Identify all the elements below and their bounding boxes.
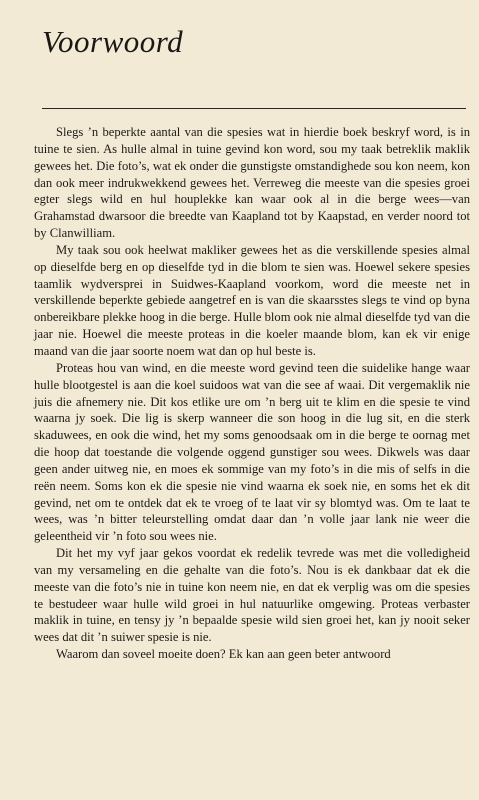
paragraph: Slegs ’n beperkte aantal van die spesies wat in hierdie boek beskryf word, is in tuine te sien. As hulle almal in tuine gevind kon word, sou my taak betreklik maklik gewees het. Die foto’s, wat ek onder die gunstigste omstandighede sou kon neem, kon dan ook meer indrukwekkend gewees het. Verreweg die meeste van die spesies groei egter slegs wild en hul houplekke kan waar ook al in die berge wees—van Grahamstad dwarsoor die breedte van Kaapland tot by Kaapstad, en verder noord tot by Clanwilliam. — [34, 125, 470, 241]
title-divider — [42, 108, 466, 109]
paragraph: Proteas hou van wind, en die meeste word gevind teen die suidelike hange waar hulle blootgestel is aan die koel suidoos wat van die see af waai. Dit vergemaklik nie juis die afnemery nie. Dit kos etlike ure om ’n berg uit te klim en die spesie te vind waarna jy soek. Die lig is skerp wanneer die son hoog in die lug sit, en die sterk skaduwees, en ook die wind, het my soms genoodsaak om in die berge te oornag met die hoop dat toestande die volgende oggend gunstiger sou wees. Dikwels was daar geen ander uitweg nie, en moes ek sommige van my foto’s in die mis of selfs in die reën neem. Soms kon ek die spesie nie vind waarna ek soek nie, en soms het ek dit gevind, net om te ontdek dat ek te vroeg of te laat vir sy blomtyd was. Om te laat te wees, was ’n bitter teleurstelling omdat daar dan ’n volle jaar lank nie weer die geleentheid vir ’n foto sou wees nie. — [34, 360, 470, 544]
body-text — [34, 124, 470, 663]
paragraph: Dit het my vyf jaar gekos voordat ek redelik tevrede was met die volledigheid van my versameling en die gehalte van die foto’s. Nou is ek dankbaar dat ek die meeste van die foto’s nie in tuine kon neem nie, en dat ek verplig was om die spesies te bestudeer waar hulle wild groei in hul natuurlike omgewing. Proteas verbaster maklik in tuine, en tensy jy ’n bepaalde spesie wild sien groei het, kan jy nooit seker wees dat dit ’n suiwer spesie is nie. — [34, 546, 470, 645]
paragraph: My taak sou ook heelwat makliker gewees het as die verskillende spesies almal op dieselfde berg en op dieselfde tyd in die blom te sien was. Hoewel sekere spesies taamlik wydversprei in Suidwes-Kaapland voorkom, word die meeste net in verskillende beperkte gebiede aangetref en is van die skaarsstes slegs te vind op byna onbereikbare plekke hoog in die berge. Hulle blom ook nie almal dieselfde tyd van die jaar nie. Hoewel die meeste proteas in die koeler maande blom, kan ek vir enige maand van die jaar soorte noem wat dan op hul beste is. — [34, 242, 470, 358]
page-title: Voorwoord — [42, 24, 184, 59]
paragraph: Waarom dan soveel moeite doen? Ek kan aan geen beter antwoord — [56, 647, 391, 662]
